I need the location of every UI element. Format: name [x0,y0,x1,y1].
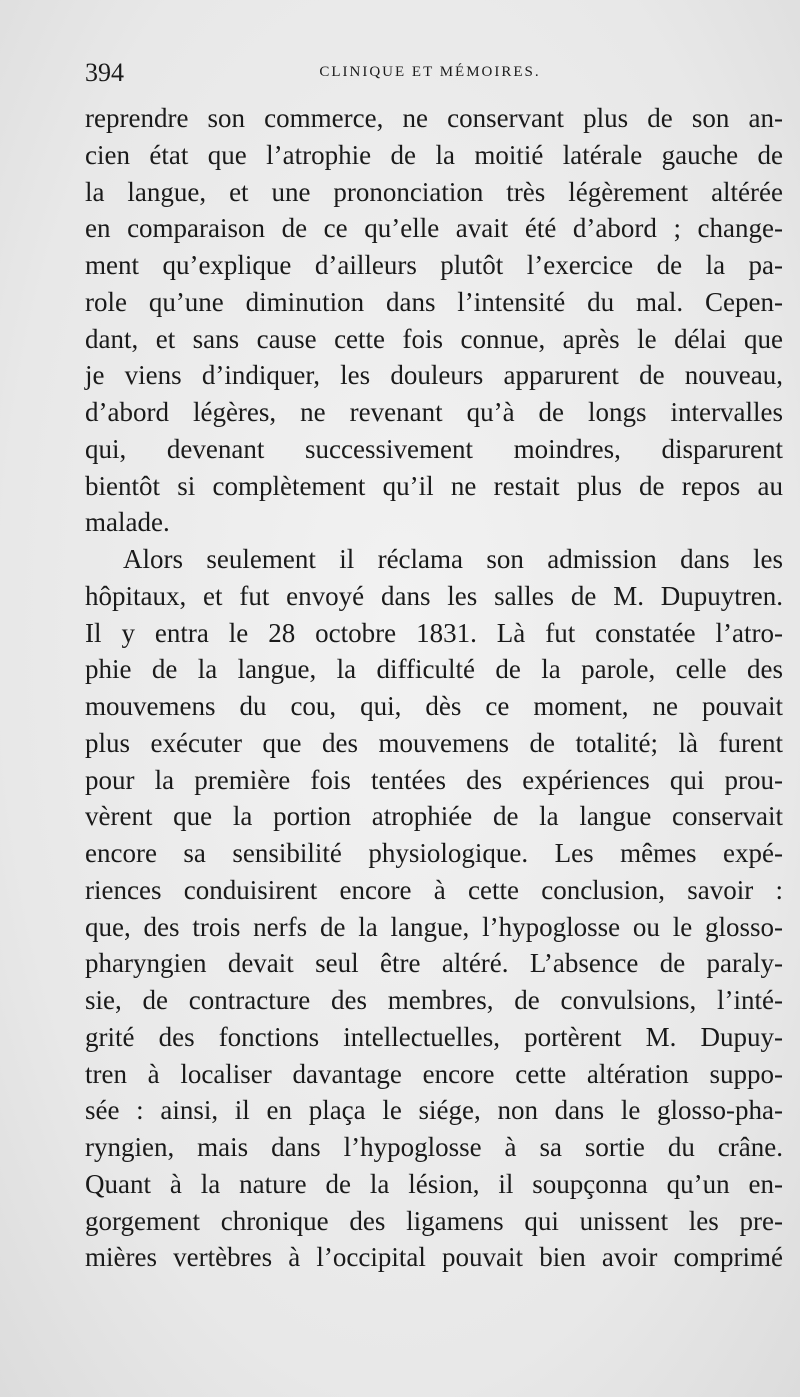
text-line: en comparaison de ce qu’elle avait été d’abord ; change- [85,213,783,244]
text-line: hôpitaux, et fut envoyé dans les salles de M. Dupuytren. [85,580,783,611]
text-line: gorgement chronique des ligamens qui unissent les pre- [85,1205,783,1236]
text-line: vèrent que la portion atrophiée de la langue conservait [85,801,783,832]
paragraph-start-line: Alors seulement il réclama son admission dans les [123,544,783,574]
text-line: que, des trois nerfs de la langue, l’hypoglosse ou le glosso- [85,911,783,942]
text-line: la langue, et une prononciation très légèrement altérée [85,176,783,207]
paragraph-end-line: malade. [85,507,170,538]
text-line: plus exécuter que des mouvemens de totalité; là furent [85,727,783,758]
text-line: riences conduisirent encore à cette conclusion, savoir : [85,874,783,905]
text-line: pour la première fois tentées des expériences qui prou- [85,764,783,795]
text-line: Quant à la nature de la lésion, il soupçonna qu’un en- [85,1168,783,1199]
page-header [85,58,775,94]
text-line: grité des fonctions intellectuelles, portèrent M. Dupuy- [85,1021,783,1052]
text-line: sie, de contracture des membres, de convulsions, l’inté- [85,985,783,1015]
text-line: bientôt si complètement qu’il ne restait plus de repos au [85,470,783,501]
text-line: d’abord légères, ne revenant qu’à de longs intervalles [85,397,783,427]
text-line: mouvemens du cou, qui, dès ce moment, ne pouvait [85,691,783,721]
text-line: mières vertèbres à l’occipital pouvait bien avoir comprimé [85,1242,783,1273]
body-text [85,100,783,1276]
text-line: cien état que l’atrophie de la moitié latérale gauche de [85,139,783,170]
text-line: qui, devenant successivement moindres, disparurent [85,433,783,464]
text-line: tren à localiser davantage encore cette altération suppo- [85,1058,783,1089]
text-line: phie de la langue, la difficulté de la parole, celle des [85,654,783,685]
text-line: pharyngien devait seul être altéré. L’absence de paraly- [85,948,783,979]
text-line: encore sa sensibilité physiologique. Les mêmes expé- [85,838,783,868]
page-number: 394 [85,58,124,87]
text-line: reprendre son commerce, ne conservant plus de son an- [85,103,783,133]
running-head: CLINIQUE ET MÉMOIRES. [319,64,541,80]
text-line: role qu’une diminution dans l’intensité du mal. Cepen- [85,286,783,317]
text-line: ryngien, mais dans l’hypoglosse à sa sortie du crâne. [85,1132,783,1162]
text-line: je viens d’indiquer, les douleurs apparurent de nouveau, [85,360,783,391]
text-line: sée : ainsi, il en plaça le siége, non dans le glosso-pha- [85,1095,783,1126]
text-line: dant, et sans cause cette fois connue, après le délai que [85,323,783,354]
text-line: ment qu’explique d’ailleurs plutôt l’exercice de la pa- [85,250,783,280]
text-line: Il y entra le 28 octobre 1831. Là fut constatée l’atro- [85,617,783,648]
